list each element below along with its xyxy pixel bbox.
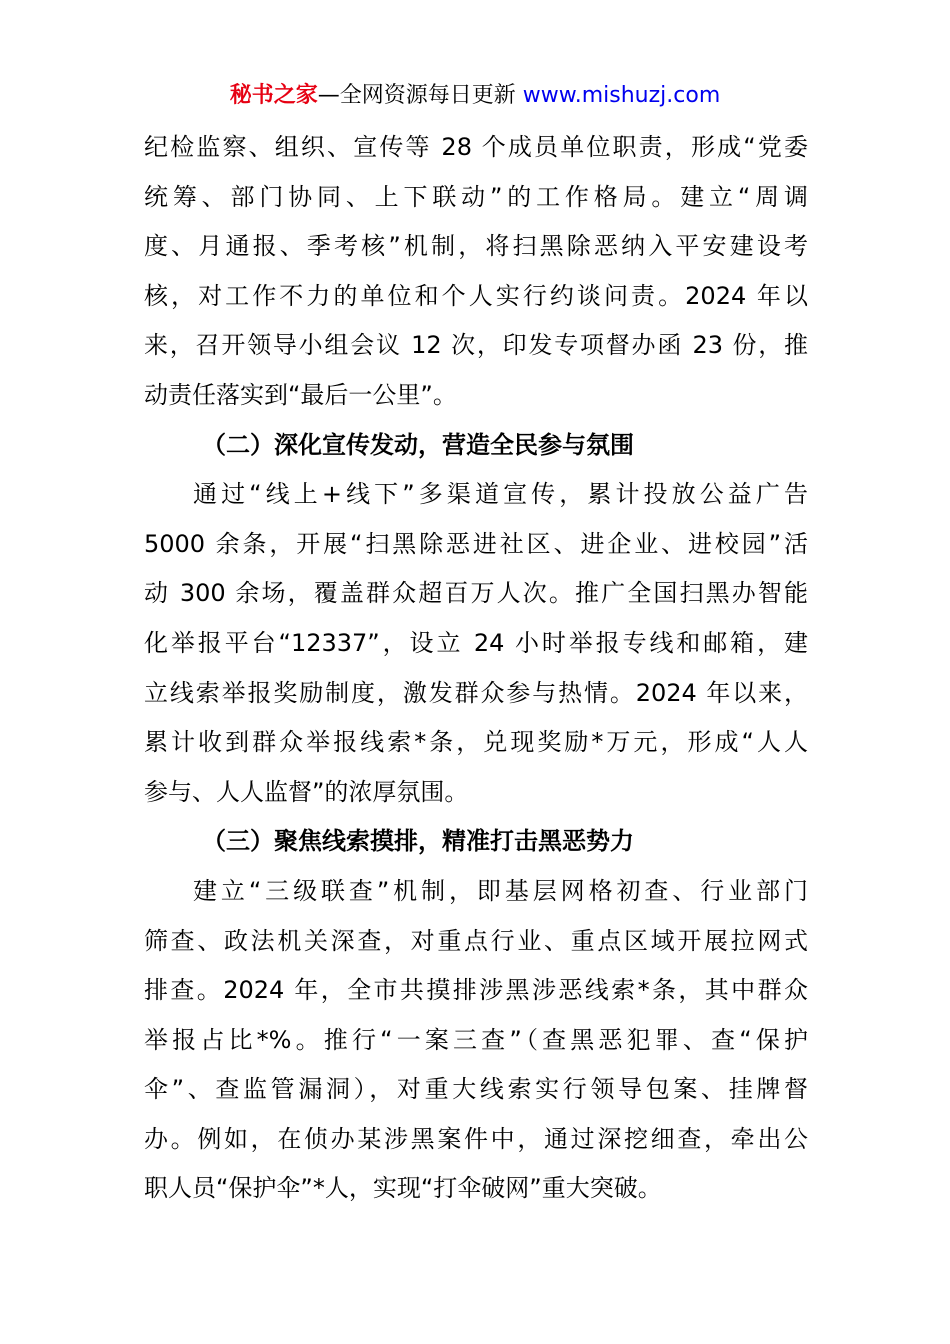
paragraph-line: 参与、人人监督”的浓厚氛围。 bbox=[144, 777, 469, 806]
header-url-link[interactable]: www.mishuzj.com bbox=[522, 83, 721, 108]
paragraph-line: 统筹、部门协同、上下联动”的工作格局。建立“周调 bbox=[144, 182, 808, 211]
section-heading: （二）深化宣传发动，营造全民参与氛围 bbox=[202, 430, 634, 459]
header-brand: 秘书之家 bbox=[229, 83, 318, 108]
paragraph-line: 筛查、政法机关深查，对重点行业、重点区域开展拉网式 bbox=[144, 926, 808, 955]
paragraph-line: 5000 余条，开展“扫黑除恶进社区、进企业、进校园”活 bbox=[144, 529, 808, 558]
paragraph-line: 度、月通报、季考核”机制，将扫黑除恶纳入平安建设考 bbox=[144, 232, 808, 261]
paragraph-line: 累计收到群众举报线索*条，兑现奖励*万元，形成“人人 bbox=[144, 728, 808, 757]
paragraph-line: 排查。2024 年，全市共摸排涉黑涉恶线索*条，其中群众 bbox=[144, 976, 808, 1005]
page-header bbox=[0, 80, 950, 112]
paragraph-line: 核，对工作不力的单位和个人实行约谈问责。2024 年以 bbox=[144, 281, 808, 310]
paragraph-line: 办。例如，在侦办某涉黑案件中，通过深挖细查，牵出公 bbox=[144, 1124, 808, 1153]
paragraph-line: 通过“线上+线下”多渠道宣传，累计投放公益广告 bbox=[193, 480, 808, 509]
paragraph-line: 举报占比*%。推行“一案三查”（查黑恶犯罪、查“保护 bbox=[144, 1025, 808, 1054]
paragraph-line: 立线索举报奖励制度，激发群众参与热情。2024 年以来， bbox=[144, 678, 808, 707]
section-heading: （三）聚焦线索摸排，精准打击黑恶势力 bbox=[202, 827, 634, 856]
paragraph-line: 建立“三级联查”机制，即基层网格初查、行业部门 bbox=[193, 876, 808, 905]
header-tagline: —全网资源每日更新 bbox=[317, 83, 523, 108]
paragraph-line: 伞”、查监管漏洞），对重大线索实行领导包案、挂牌督 bbox=[144, 1075, 808, 1104]
paragraph-line: 动 300 余场，覆盖群众超百万人次。推广全国扫黑办智能 bbox=[144, 579, 808, 608]
paragraph-line: 化举报平台“12337”，设立 24 小时举报专线和邮箱，建 bbox=[144, 628, 808, 657]
paragraph-line: 动责任落实到“最后一公里”。 bbox=[144, 380, 457, 409]
paragraph-line: 来，召开领导小组会议 12 次，印发专项督办函 23 份，推 bbox=[144, 331, 808, 360]
document-body bbox=[144, 123, 808, 1214]
paragraph-line: 职人员“保护伞”*人，实现“打伞破网”重大突破。 bbox=[144, 1174, 662, 1203]
paragraph-line: 纪检监察、组织、宣传等 28 个成员单位职责，形成“党委 bbox=[144, 133, 808, 161]
